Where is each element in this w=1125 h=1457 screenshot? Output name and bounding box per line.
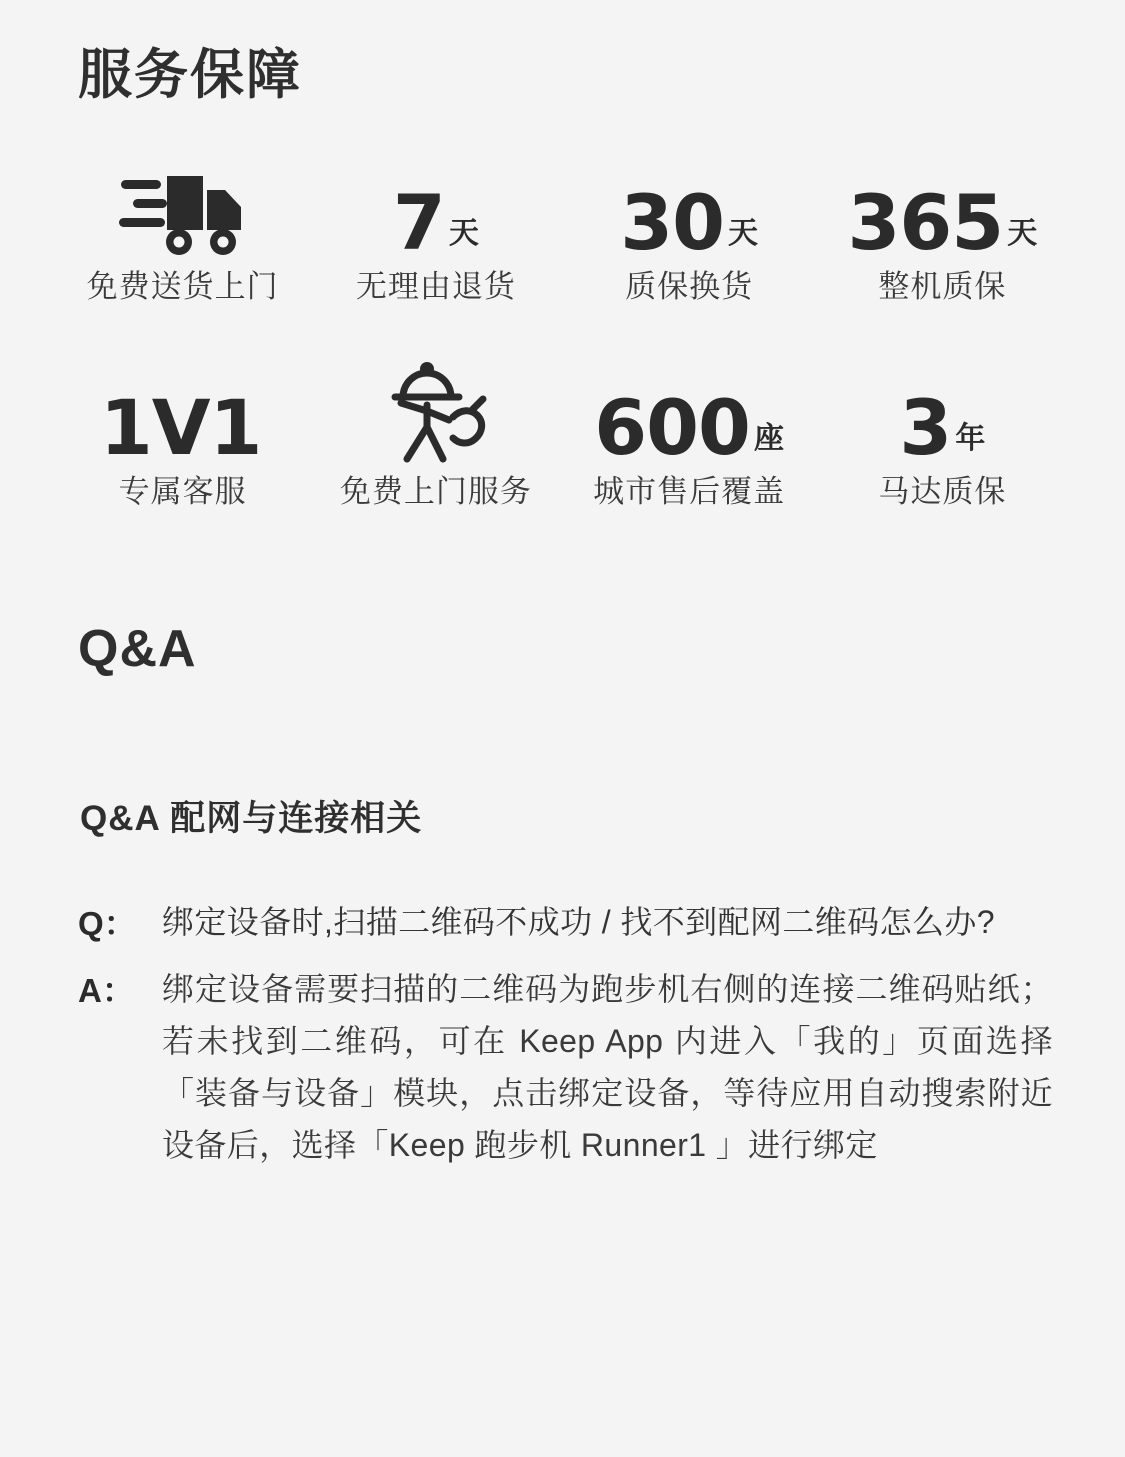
qa-list: [0, 841, 1125, 1172]
qa-answer-row: [78, 964, 1053, 1171]
service-number-group: [594, 359, 784, 473]
service-item-label: 马达质保: [878, 474, 1007, 510]
page-title: 服务保障: [78, 45, 302, 105]
qa-question-text: 绑定设备时,扫描二维码不成功 / 找不到配网二维码怎么办?: [162, 903, 995, 940]
service-number: 30: [620, 178, 724, 268]
service-number: 1V1: [99, 383, 262, 473]
service-number: 600: [594, 383, 750, 473]
service-unit: 天: [1007, 217, 1038, 251]
service-item-label: 质保换货: [625, 269, 754, 305]
service-item-600-cities: [563, 359, 816, 510]
service-number: 7: [392, 178, 445, 268]
service-unit: 座: [753, 422, 784, 456]
service-item-free-delivery: [56, 154, 309, 305]
service-number: 3: [899, 383, 952, 473]
service-unit: 天: [728, 217, 758, 251]
service-item-1v1-support: [56, 359, 309, 510]
service-item-30day-exchange: [563, 154, 816, 305]
service-number: 365: [847, 178, 1004, 268]
service-unit: 天: [448, 217, 479, 251]
service-item-3year-motor-warranty: [816, 359, 1069, 510]
service-unit: 年: [955, 422, 986, 456]
service-item-free-onsite-service: [309, 359, 562, 510]
service-item-7day-return: [309, 154, 562, 305]
qa-answer-text: 绑定设备需要扫描的二维码为跑步机右侧的连接二维码贴纸；若未找到二维码，可在 Keep App 内进入「我的」页面选择「装备与设备」模块，点击绑定设备，等待应用自动搜索附近设备后，选择「Keep 跑步机 Runner1 」进行绑定: [162, 971, 1053, 1163]
qa-section-title: Q&A: [78, 619, 197, 678]
qa-answer-key: A：: [78, 972, 135, 1010]
qa-question-key: Q：: [78, 904, 137, 942]
service-guarantee-grid: [0, 154, 1125, 510]
qa-subsection-title: Q&A 配网与连接相关: [80, 798, 423, 838]
service-item-label: 无理由退货: [355, 269, 516, 305]
service-item-label: 免费送货上门: [86, 269, 279, 305]
repair-worker-icon: [377, 359, 495, 463]
service-number-group: [847, 154, 1038, 268]
delivery-truck-icon: [119, 154, 247, 258]
service-number-group: [899, 359, 986, 473]
service-item-label: 城市售后覆盖: [593, 474, 786, 510]
service-item-label: 免费上门服务: [339, 474, 532, 510]
qa-question-row: [78, 897, 1053, 950]
service-number-group: [392, 154, 479, 268]
service-item-365day-warranty: [816, 154, 1069, 305]
service-item-label: 专属客服: [118, 474, 247, 510]
service-item-label: 整机质保: [878, 269, 1007, 305]
service-number-group: [620, 154, 758, 268]
service-number-group: [99, 359, 266, 473]
